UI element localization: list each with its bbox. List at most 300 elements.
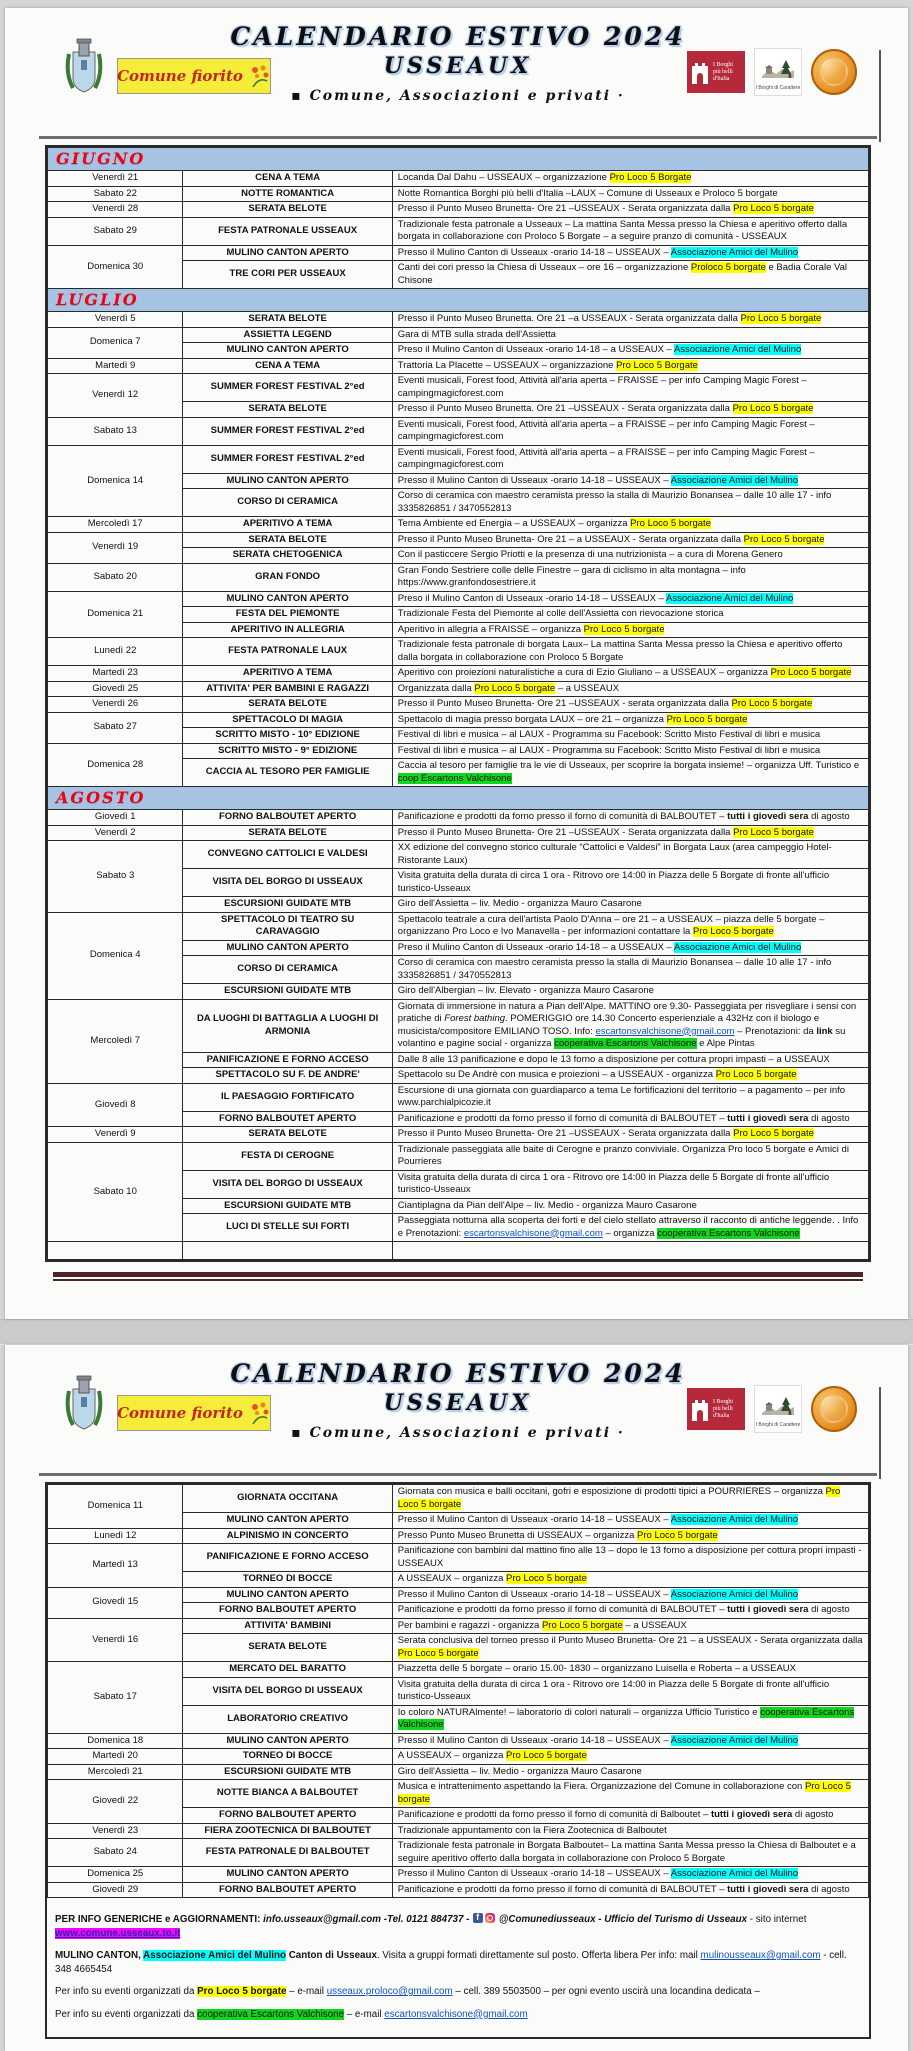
comune-crest-logo: [63, 1373, 105, 1435]
event-title: IL PAESAGGIO FORTIFICATO: [183, 1083, 392, 1111]
text-segment: Panificazione e prodotti da forno presso il forno di comunità di BALBOUTET –: [397, 1883, 728, 1895]
event-date: Venerdì 19: [48, 532, 183, 563]
event-date: Giovedì 8: [48, 1083, 183, 1127]
event-description: [392, 217, 868, 245]
text-segment: Pro Loco 5 borgate: [733, 203, 814, 214]
text-segment: Associazione Amici del Mulino: [670, 246, 799, 258]
event-title: PANIFICAZIONE E FORNO ACCESO: [183, 1544, 392, 1572]
facebook-icon: [473, 1913, 483, 1923]
event-date: Sabato 27: [48, 712, 183, 743]
month-header: LUGLIO: [48, 289, 869, 312]
event-row: [48, 666, 869, 682]
event-description: [392, 489, 868, 517]
event-title: NOTTE ROMANTICA: [183, 186, 392, 202]
text-segment: di agosto: [808, 1112, 850, 1124]
text-segment: Presso il Mulino Canton di Usseaux -orario 14-18 – USSEAUX –: [397, 246, 671, 258]
event-row: [48, 517, 869, 533]
event-title: SUMMER FOREST FESTIVAL 2°ed: [183, 445, 392, 473]
event-row: [48, 1127, 869, 1143]
text-segment: Io coloro NATURAlmente! – laboratorio di colori naturali – organizza Ufficio Turistico e: [397, 1706, 761, 1718]
event-title: ESCURSIONI GUIDATE MTB: [183, 897, 392, 913]
text-segment: . Visita a gruppi formati direttamente sul posto. Offerta libera Per info: mail: [376, 1950, 701, 1961]
event-title: VISITA DEL BORGO DI USSEAUX: [183, 1170, 392, 1198]
event-description: [392, 999, 868, 1052]
text-segment: A USSEAUX – organizza: [397, 1750, 507, 1761]
text-segment: Pro Loco 5 borgate: [666, 713, 748, 725]
event-description: [392, 1127, 868, 1143]
calendar-table-page1-box: [45, 145, 871, 1262]
event-title: ESCURSIONI GUIDATE MTB: [183, 1198, 392, 1214]
page-title-town: USSEAUX: [383, 1390, 533, 1416]
event-title: APERITIVO IN ALLEGRIA: [183, 622, 392, 638]
text-segment: cooperativa Escartons Valchisone: [397, 1706, 855, 1730]
event-row: [48, 841, 869, 869]
text-segment: Pro Loco 5 borgate: [397, 1486, 841, 1510]
text-segment: Visita gratuita della durata di circa 1 ora - Ritrovo ore 14:00 in Piazza delle 5 Borgate di fronte all'ufficio turistico-Usseaux: [397, 870, 830, 894]
event-description: [392, 897, 868, 913]
event-description: [392, 517, 868, 533]
event-title: FESTA DEL PIEMONTE: [183, 607, 392, 623]
event-description: [392, 1528, 868, 1544]
text-segment: e Badia Corale Val Chisone: [397, 262, 848, 286]
header-rule: [39, 1473, 877, 1476]
event-title: ESCURSIONI GUIDATE MTB: [183, 1764, 392, 1780]
event-title: FESTA PATRONALE DI BALBOUTET: [183, 1839, 392, 1867]
event-title: LUCI DI STELLE SUI FORTI: [183, 1214, 392, 1242]
text-segment: Per info su eventi organizzati da: [55, 1986, 198, 1997]
village-logo-caption: I Borghi di Carattere: [755, 1421, 801, 1428]
footer-notes: [47, 1898, 869, 2037]
event-title: [183, 1242, 392, 1260]
text-segment: Giro dell'Assietta – liv. Medio - organizza Mauro Casarone: [397, 898, 642, 909]
event-description: [392, 186, 868, 202]
event-title: ASSIETTA LEGEND: [183, 327, 392, 343]
text-segment: Pro Loco 5 borgate: [637, 1529, 718, 1541]
event-title: MULINO CANTON APERTO: [183, 1867, 392, 1883]
event-title: VISITA DEL BORGO DI USSEAUX: [183, 869, 392, 897]
text-segment: Tradizionale festa patronale in Borgata Balboutet– La mattina Santa Messa presso la Chiesa di Balboutet e a seguire aperitivo offerto dalla borgata in collaborazione con Proloco 5 Borgate: [397, 1840, 856, 1864]
text-segment: di agosto: [792, 1809, 834, 1820]
text-segment: Pro Loco 5 borgate: [630, 518, 711, 529]
text-segment: Per info su eventi organizzati da: [55, 2008, 198, 2020]
event-row: [48, 1587, 869, 1603]
event-row: [48, 697, 869, 713]
text-segment: Piazzetta delle 5 borgate – orario 15.00- 1830 – organizzano Luisella e Roberta – a USSEAUX: [397, 1663, 796, 1674]
event-date: Domenica 30: [48, 245, 183, 289]
text-segment: Pro Loco 5 borgate: [743, 533, 825, 545]
text-segment: Preso il Mulino Canton di Usseaux -orario 14-18 – a USSEAUX –: [397, 344, 674, 355]
empty-row: [48, 1242, 869, 1260]
event-description: [392, 912, 868, 940]
borghi-logo-label: I Borghi più belli d'Italia: [713, 1398, 734, 1419]
event-date: Sabato 22: [48, 186, 183, 202]
event-description: [392, 869, 868, 897]
event-description: [392, 1867, 868, 1883]
text-segment: info.usseaux@gmail.com -Tel. 0121 884737 -: [263, 1914, 473, 1925]
month-band-row: [48, 787, 869, 810]
event-row: [48, 217, 869, 245]
event-description: [392, 1749, 868, 1765]
page-1: [5, 8, 908, 1319]
event-title: APERITIVO A TEMA: [183, 666, 392, 682]
text-segment: Per bambini e ragazzi - organizza: [397, 1619, 542, 1631]
text-segment: link: [816, 1025, 833, 1037]
event-title: FORNO BALBOUTET APERTO: [183, 1111, 392, 1127]
event-title: SERATA BELOTE: [183, 697, 392, 713]
text-segment: Panificazione e prodotti da forno presso il forno di comunità di Balboutet –: [397, 1809, 711, 1820]
text-segment: Associazione Amici del Mulino: [673, 941, 802, 953]
text-segment: Pro Loco 5 borgate: [733, 1128, 814, 1139]
text-segment: – cell. 389 5503500 – per ogni evento uscirà una locandina dedicata –: [452, 1986, 760, 1997]
text-segment: Passeggiata notturna alla scoperta dei forti e del cielo stellato attraverso il racconto di antiche leggende. . Info e Prenotazioni:: [397, 1215, 859, 1239]
event-title: SERATA BELOTE: [183, 1634, 392, 1662]
event-row: [48, 1528, 869, 1544]
link[interactable]: escartonsvalchisone@gmail.com: [463, 1227, 603, 1239]
event-date: Mercoledì 7: [48, 999, 183, 1083]
event-title: GRAN FONDO: [183, 563, 392, 591]
text-segment: Ciantiplagna da Pian dell'Alpe – liv. Medio - organizza Mauro Casarone: [397, 1199, 697, 1211]
event-date: Venerdì 2: [48, 825, 183, 841]
event-row: [48, 638, 869, 666]
event-row: [48, 1780, 869, 1808]
event-date: Martedì 20: [48, 1749, 183, 1765]
text-segment: Panificazione e prodotti da forno presso il forno di comunità di BALBOUTET –: [397, 811, 728, 822]
event-row: [48, 1083, 869, 1111]
event-description: [392, 825, 868, 841]
event-title: MULINO CANTON APERTO: [183, 1587, 392, 1603]
text-segment: Associazione Amici del Mulino: [670, 1514, 799, 1525]
text-segment: cooperativa Escartons Valchisone: [657, 1227, 800, 1239]
event-title: MULINO CANTON APERTO: [183, 1513, 392, 1529]
text-segment: Presso Punto Museo Brunetta di USSEAUX – organizza: [397, 1529, 638, 1541]
event-title: SERATA BELOTE: [183, 202, 392, 218]
village-logo-caption: I Borghi di Carattere: [755, 84, 801, 91]
text-segment: Associazione Amici del Mulino: [666, 592, 794, 604]
event-description: [392, 473, 868, 489]
page-title: CALENDARIO ESTIVO 2024: [230, 22, 686, 51]
event-title: SERATA BELOTE: [183, 825, 392, 841]
event-description: [392, 681, 868, 697]
text-segment: Associazione Amici del Mulino: [670, 1588, 799, 1600]
event-description: [392, 1823, 868, 1839]
event-title: FORNO BALBOUTET APERTO: [183, 1882, 392, 1898]
event-date: Giovedì 15: [48, 1587, 183, 1618]
text-segment: Gara di MTB sulla strada dell'Assietta: [397, 328, 556, 340]
event-date: Sabato 17: [48, 1662, 183, 1734]
text-segment: Pro Loco 5 borgate: [397, 1781, 851, 1805]
event-title: MULINO CANTON APERTO: [183, 473, 392, 489]
text-segment: Pro Loco 5 borgate: [733, 826, 814, 838]
event-description: [392, 1662, 868, 1678]
event-description: [392, 1242, 868, 1260]
event-title: TORNEO DI BOCCE: [183, 1749, 392, 1765]
page-subtitle: ▪ Comune, Associazioni e privati ·: [291, 88, 625, 104]
text-segment: Proloco 5 borgate: [690, 262, 766, 273]
event-date: Lunedì 22: [48, 638, 183, 666]
text-segment: Pro Loco 5 borgate: [731, 698, 813, 709]
page-title: CALENDARIO ESTIVO 2024: [230, 1359, 686, 1388]
text-segment: Presso il Mulino Canton di Usseaux -orario 14-18 – USSEAUX –: [397, 1588, 671, 1600]
text-segment: Eventi musicali, Forest food, Attività all'aria aperta – a FRAISSE – per info Camping Magic Forest – campingmagicforest.com: [397, 418, 815, 442]
text-segment: XX edizione del convegno storico culturale “Cattolici e Valdesi” in Borgata Laux (area campeggio Hotel-Ristorante Laux): [397, 842, 832, 866]
event-title: CORSO DI CERAMICA: [183, 956, 392, 984]
text-segment: Aperitivo con proiezioni naturalistiche a cura di Ezio Giuliano – a USSEAUX – organizza: [397, 667, 771, 678]
event-row: [48, 1733, 869, 1749]
text-segment: PER INFO GENERICHE e AGGIORNAMENTI:: [55, 1914, 264, 1925]
event-row: [48, 1882, 869, 1898]
header-logos: [687, 48, 857, 96]
text-segment: tutti i giovedì sera: [727, 1604, 809, 1615]
event-row: [48, 1618, 869, 1634]
text-segment: Serata conclusiva del torneo presso il Punto Museo Brunetta- Ore 21 – a USSEAUX - Serata organizzata dalla: [397, 1635, 863, 1646]
event-title: PANIFICAZIONE E FORNO ACCESO: [183, 1052, 392, 1068]
event-description: [392, 810, 868, 826]
event-date: Domenica 4: [48, 912, 183, 999]
event-title: APERITIVO A TEMA: [183, 517, 392, 533]
text-segment: – a USSEAUX: [555, 682, 620, 694]
event-date: Sabato 20: [48, 563, 183, 591]
text-segment: tutti i giovedì sera: [710, 1809, 793, 1820]
link[interactable]: mulinousseaux@gmail.com: [700, 1950, 821, 1961]
event-row: [48, 327, 869, 343]
text-segment: coop Escartons Valchisone: [397, 772, 512, 784]
event-description: [392, 622, 868, 638]
text-segment: @Comunediusseaux - Ufficio del Turismo di Usseaux: [496, 1914, 748, 1925]
event-row: [48, 681, 869, 697]
event-description: [392, 445, 868, 473]
event-title: CORSO DI CERAMICA: [183, 489, 392, 517]
text-segment: Festival di libri e musica – al LAUX - Programma su Facebook: Scritto Misto Festival di libri e musica: [397, 744, 821, 756]
event-title: CENA A TEMA: [183, 171, 392, 187]
header-logos: [687, 1385, 857, 1433]
text-segment: Associazione Amici del Mulino: [670, 1868, 799, 1879]
event-title: ATTIVITA' PER BAMBINI E RAGAZZI: [183, 681, 392, 697]
event-description: [392, 245, 868, 261]
event-row: [48, 810, 869, 826]
text-segment: Presso il Mulino Canton di Usseaux -orario 14-18 – USSEAUX –: [397, 1868, 671, 1879]
text-segment: Giornata con musica e balli occitani, gofri e esposizione di prodotti tipici a POURRIERES – organizza: [397, 1486, 826, 1497]
event-row: [48, 912, 869, 940]
event-title: SPETTACOLO DI TEATRO SU CARAVAGGIO: [183, 912, 392, 940]
event-title: NOTTE BIANCA A BALBOUTET: [183, 1780, 392, 1808]
text-segment: Panificazione e prodotti da forno presso il forno di comunità di BALBOUTET –: [397, 1112, 728, 1124]
link[interactable]: usseaux.proloco@gmail.com: [326, 1986, 453, 1997]
event-title: FESTA DI CEROGNE: [183, 1142, 392, 1170]
text-segment: Presso il Mulino Canton di Usseaux -orario 14-18 – USSEAUX –: [397, 1734, 671, 1746]
text-segment: Pro Loco 5 Borgate: [616, 359, 698, 371]
calendar-table-page2-box: [45, 1482, 871, 2039]
event-row: [48, 1485, 869, 1513]
text-segment: Pro Loco 5 borgate: [583, 623, 665, 635]
text-segment: e Alpe Pintas: [696, 1038, 755, 1049]
link[interactable]: escartonsvalchisone@gmail.com: [595, 1025, 735, 1037]
event-date: Venerdì 21: [48, 171, 183, 187]
text-segment: Pro Loco 5 borgate: [506, 1750, 587, 1761]
text-segment: Spettacolo su De Andrè con musica e proiezioni – a USSEAUX - organizza: [397, 1069, 716, 1080]
event-description: [392, 1618, 868, 1634]
text-segment: Canti dei cori presso la Chiesa di Usseaux – ore 16 – organizzazione: [397, 262, 691, 273]
event-title: MULINO CANTON APERTO: [183, 591, 392, 607]
event-title: GIORNATA OCCITANA: [183, 1485, 392, 1513]
text-segment: Pro Loco 5 borgate: [197, 1986, 287, 1997]
text-segment: Presso il Punto Museo Brunetta- Ore 21 – a USSEAUX - Serata organizzata dalla: [397, 533, 744, 545]
page-header: [45, 1359, 871, 1471]
event-row: [48, 171, 869, 187]
event-row: [48, 1749, 869, 1765]
event-date: [48, 1242, 183, 1260]
text-segment: Caccia al tesoro per famiglie tra le vie di Usseaux, per scoprire la borgata insieme! – organizza Uff. Turistico e: [397, 760, 860, 771]
event-date: Sabato 10: [48, 1142, 183, 1242]
event-description: [392, 1882, 868, 1898]
event-date: Sabato 29: [48, 217, 183, 245]
event-date: Venerdì 12: [48, 374, 183, 418]
text-segment: Notte Romantica Borghi più belli d'Italia –LAUX – Comune di Usseaux e Proloco 5 borgate: [397, 187, 778, 199]
text-segment: Eventi musicali, Forest food, Attività all'aria aperta – a FRAISSE – per info Camping Magic Forest – campingmagicforest.com: [397, 446, 815, 470]
header-vertical-line: [879, 1387, 881, 1479]
event-date: Domenica 28: [48, 743, 183, 787]
event-title: FORNO BALBOUTET APERTO: [183, 1808, 392, 1824]
event-date: Venerdì 16: [48, 1618, 183, 1662]
text-segment: Tradizionale appuntamento con la Fiera Zootecnica di Balboutet: [397, 1824, 667, 1836]
text-segment: Corso di ceramica con maestro ceramista presso la stalla di Maurizio Bonansea – dalle 10 alle 17 - info 3335826851 / 3470552813: [397, 490, 832, 514]
event-description: [392, 1083, 868, 1111]
text-segment: Presso il Punto Museo Brunetta. Ore 21 –a USSEAUX - Serata organizzata dalla: [397, 313, 741, 324]
event-description: [392, 402, 868, 418]
event-row: [48, 1662, 869, 1678]
event-row: [48, 202, 869, 218]
castle-gate-icon: [690, 60, 710, 84]
text-segment: di agosto: [808, 1883, 850, 1895]
maroon-divider: [53, 1272, 863, 1281]
text-segment: tutti i giovedì sera: [727, 1112, 809, 1124]
text-segment: Pro Loco 5 borgate: [732, 403, 814, 414]
event-row: [48, 445, 869, 473]
event-description: [392, 956, 868, 984]
text-segment: Presso il Punto Museo Brunetta- Ore 21 –USSEAUX - serata organizzata dalla: [397, 698, 732, 709]
event-date: Domenica 11: [48, 1485, 183, 1529]
text-segment: Presso il Punto Museo Brunetta- Ore 21 –USSEAUX - Serata organizzata dalla: [397, 1128, 734, 1139]
event-row: [48, 532, 869, 548]
text-segment: di agosto: [808, 811, 850, 822]
borghi-piu-belli-logo: [687, 1388, 745, 1430]
event-description: [392, 1572, 868, 1588]
event-description: [392, 728, 868, 744]
text-segment: Associazione Amici del Mulino: [143, 1950, 286, 1961]
text-segment: Panificazione e prodotti da forno presso il forno di comunità di BALBOUTET –: [397, 1604, 728, 1615]
event-title: SERATA BELOTE: [183, 532, 392, 548]
event-date: Venerdì 9: [48, 1127, 183, 1143]
event-date: Domenica 25: [48, 1867, 183, 1883]
footer-paragraph: [55, 1985, 861, 1999]
text-segment: Visita gratuita della durata di circa 1 ora - Ritrovo ore 14:00 in Piazza delle 5 Borgate di fronte all'ufficio turistico-Usseaux: [397, 1678, 830, 1702]
event-description: [392, 1733, 868, 1749]
event-row: [48, 999, 869, 1052]
text-segment: Canton di Usseaux: [285, 1950, 377, 1961]
event-title: SUMMER FOREST FESTIVAL 2°ed: [183, 417, 392, 445]
text-segment: Pro Loco 5 Borgate: [609, 172, 692, 183]
event-row: [48, 1839, 869, 1867]
text-segment: Pro Loco 5 borgate: [740, 313, 822, 324]
event-row: [48, 1544, 869, 1572]
event-title: DA LUOGHI DI BATTAGLIA A LUOGHI DI ARMONIA: [183, 999, 392, 1052]
village-logo: [754, 48, 802, 96]
event-title: VISITA DEL BORGO DI USSEAUX: [183, 1677, 392, 1705]
event-title: CENA A TEMA: [183, 358, 392, 374]
event-title: ESCURSIONI GUIDATE MTB: [183, 984, 392, 1000]
month-band-row: [48, 289, 869, 312]
text-segment: Escursione di una giornata con guardiaparco a tema Le fortificazioni del territorio – a pagamento – per info www.parchialpicozie.it: [397, 1084, 846, 1108]
text-segment: Dalle 8 alle 13 panificazione e dopo le 13 forno a disposizione per cottura propri impasti – a USSEAUX: [397, 1053, 830, 1065]
text-segment: Presso il Mulino Canton di Usseaux -orario 14-18 – USSEAUX –: [397, 1514, 671, 1525]
borghi-piu-belli-logo: [687, 51, 745, 93]
event-description: [392, 1198, 868, 1214]
text-segment: Pro Loco 5 borgate: [397, 1647, 479, 1659]
event-date: Lunedì 12: [48, 1528, 183, 1544]
text-segment: Locanda Dal Dahu – USSEAUX – organizzazione: [397, 172, 610, 183]
event-description: [392, 261, 868, 289]
event-date: Martedì 23: [48, 666, 183, 682]
text-segment: – e-mail: [344, 2008, 385, 2020]
text-segment: – organizza: [602, 1227, 658, 1239]
text-segment: Tradizionale Festa del Piemonte al colle dell'Assietta con rievocazione storica: [397, 608, 724, 619]
text-segment: Gran Fondo Sestriere colle delle Finestre – gara di ciclismo in alta montagna – info https://www.granfondosestriere.it: [397, 564, 746, 588]
page-title-town: USSEAUX: [383, 53, 533, 79]
event-description: [392, 759, 868, 787]
text-segment: Preso il Mulino Canton di Usseaux -orario 14-18 – USSEAUX –: [397, 592, 667, 604]
event-description: [392, 327, 868, 343]
text-segment: Corso di ceramica con maestro ceramista presso la stalla di Maurizio Bonansea – dalle 10 alle 17 - info 3335826851 / 3470552813: [397, 957, 832, 981]
text-segment: Organizzata dalla: [397, 682, 475, 694]
text-segment: Associazione Amici del Mulino: [670, 1734, 799, 1746]
text-segment: – Prenotazioni: da: [734, 1025, 817, 1037]
event-title: CACCIA AL TESORO PER FAMIGLIE: [183, 759, 392, 787]
event-description: [392, 548, 868, 564]
event-title: FORNO BALBOUTET APERTO: [183, 810, 392, 826]
comune-fiorito-label: Comune fiorito: [117, 67, 243, 85]
header-rule: [39, 136, 877, 139]
event-title: ALPINISMO IN CONCERTO: [183, 1528, 392, 1544]
event-date: Sabato 3: [48, 841, 183, 913]
text-segment: Visita gratuita della durata di circa 1 ora - Ritrovo ore 14:00 in Piazza delle 5 Borgate di fronte all'ufficio turistico-Usseaux: [397, 1171, 830, 1195]
text-segment: MULINO CANTON,: [55, 1950, 144, 1961]
event-date: Venerdì 28: [48, 202, 183, 218]
text-segment: – a USSEAUX: [622, 1619, 687, 1631]
event-description: [392, 1677, 868, 1705]
text-segment: - sito internet: [747, 1914, 807, 1925]
text-segment: Tradizionale passeggiata alle baite di Cerogne e pranzo conviviale. Organizza Pro loco 5 borgate e Amici di Pourrieres: [397, 1143, 849, 1167]
event-title: SPETTACOLO SU F. DE ANDRE': [183, 1068, 392, 1084]
event-title: FIERA ZOOTECNICA DI BALBOUTET: [183, 1823, 392, 1839]
link[interactable]: escartonsvalchisone@gmail.com: [384, 2008, 528, 2020]
event-title: SERATA BELOTE: [183, 402, 392, 418]
text-segment: Pro Loco 5 borgate: [541, 1619, 623, 1631]
event-title: CONVEGNO CATTOLICI E VALDESI: [183, 841, 392, 869]
event-description: [392, 1068, 868, 1084]
event-date: Giovedì 22: [48, 1780, 183, 1824]
round-association-logo: [811, 49, 857, 95]
event-description: [392, 1587, 868, 1603]
link[interactable]: www.comune.usseaux.to.it: [55, 1927, 181, 1939]
text-segment: di agosto: [808, 1604, 850, 1615]
event-description: [392, 202, 868, 218]
event-title: LABORATORIO CREATIVO: [183, 1705, 392, 1733]
event-description: [392, 697, 868, 713]
text-segment: Trattoria La Placette – USSEAUX – organizzazione: [397, 359, 617, 371]
text-segment: Pro Loco 5 borgate: [692, 926, 774, 937]
text-segment: - cell. 348 4665454: [55, 1950, 847, 1975]
event-row: [48, 1867, 869, 1883]
text-segment: Presso il Punto Museo Brunetta- Ore 21 –USSEAUX - Serata organizzata dalla: [397, 203, 734, 214]
